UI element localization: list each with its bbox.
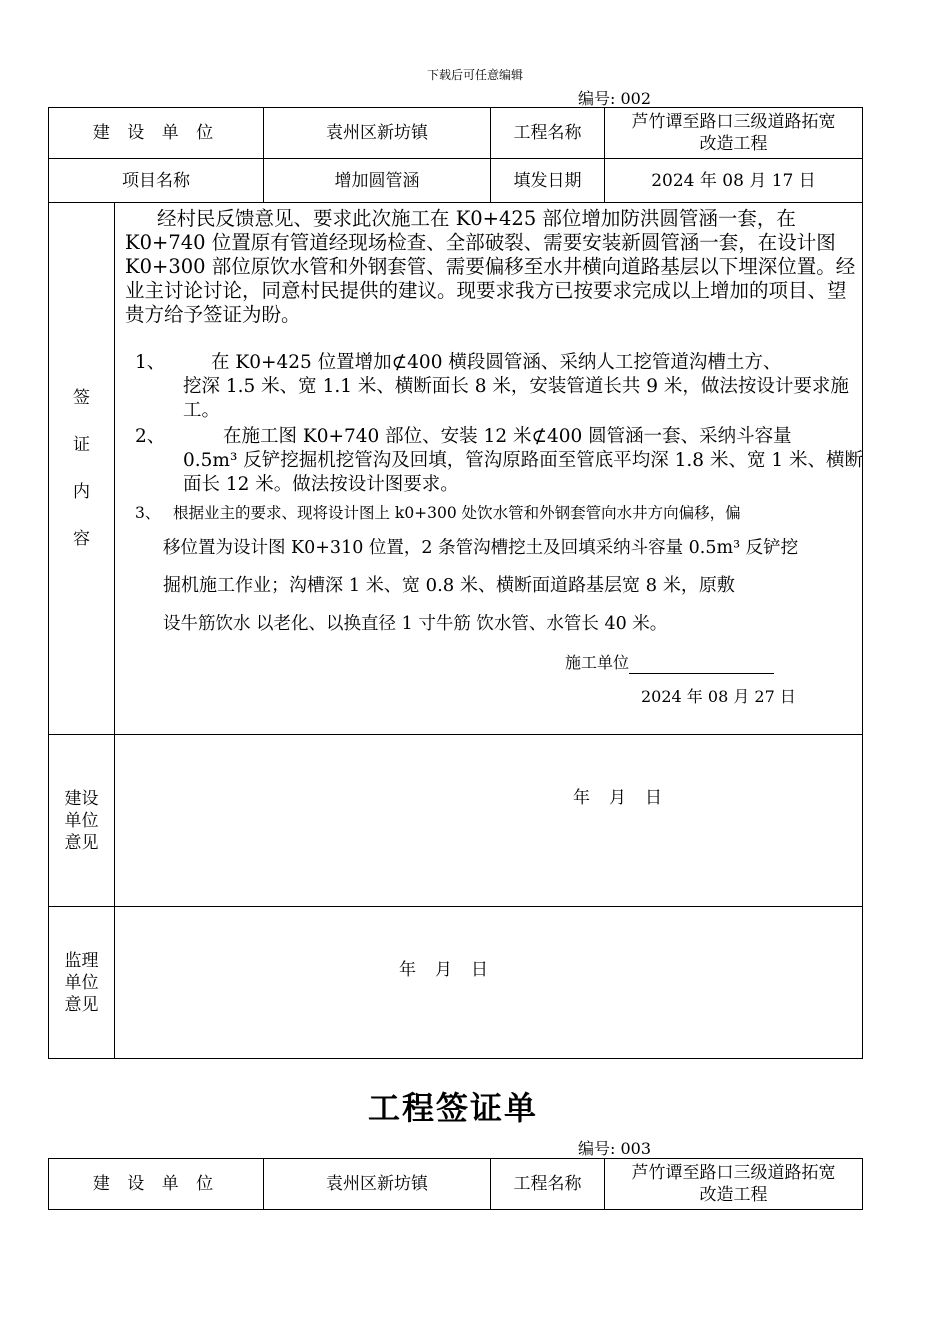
item-3-line3: 掘机施工作业；沟槽深 1 米、宽 0.8 米、横断面道路基层宽 8 米，原敷 [163, 575, 735, 596]
label-project-name-2: 工程名称 [491, 1159, 605, 1210]
project-name-value-2 [605, 1159, 863, 1210]
item-name-value: 增加圆管涵 [264, 159, 491, 203]
project-name-line2: 改造工程 [699, 134, 768, 154]
label-construction-unit-2: 建 设 单 位 [49, 1159, 264, 1210]
supervisor-opinion-date: 年 月 日 [399, 960, 489, 980]
label-project-name: 工程名称 [491, 108, 605, 159]
serial-number: 编号: 002 [578, 89, 652, 108]
issue-date-value: 2024 年 08 月 17 日 [605, 159, 863, 203]
visa-intro-text: 经村民反馈意见、要求此次施工在 K0+425 部位增加防洪圆管涵一套，在 K0+740 位置原有管道经现场检查、全部破裂、需要安装新圆管涵一套，在设计图 K0+300 部位原饮水管和外钢套管、需要偏移至水井横向道路基层以下埋深位置。经业主讨论讨论，同意村民提供的建议。现要求我方已按要求完成以上增加的项目、望贵方给予签证为盼。 [125, 207, 856, 326]
item-3-line1: 根据业主的要求、现将设计图上 k0+300 处饮水管和外钢套管向水井方向偏移，偏 [173, 504, 741, 522]
visa-content-cell [115, 203, 863, 735]
item-2-rest: 0.5m³ 反铲挖掘机挖管沟及回填，管沟原路面至管底平均深 1.8 米、宽 1 米、横断面长 12 米。做法按设计图要求。 [183, 450, 863, 495]
serial-number-2: 编号: 003 [578, 1139, 652, 1158]
owner-opinion-date: 年 月 日 [573, 788, 663, 808]
construction-unit-value: 袁州区新坊镇 [264, 108, 491, 159]
supervisor-opinion-cell [115, 907, 863, 1059]
item-3-line2: 移位置为设计图 K0+310 位置，2 条管沟槽挖土及回填采纳斗容量 0.5m³ 反铲挖 [163, 538, 799, 558]
visa-form-table-2 [48, 1158, 863, 1210]
item-1-number: 1、 [135, 352, 166, 373]
project-name-line1: 芦竹谭至路口三级道路拓宽 [631, 112, 836, 132]
project-name-2-line1: 芦竹谭至路口三级道路拓宽 [631, 1163, 836, 1183]
label-item-name: 项目名称 [49, 159, 264, 203]
signature-blank-line [629, 655, 774, 674]
label-visa-content: 签 证 内 容 [49, 203, 115, 735]
item-2-first-line: 在施工图 K0+740 部位、安装 12 米⊄400 圆管涵一套、采纳斗容量 [223, 426, 792, 447]
item-1-first-line: 在 K0+425 位置增加⊄400 横段圆管涵、采纳人工挖管道沟槽土方、 [211, 352, 782, 373]
label-construction-unit: 建 设 单 位 [49, 108, 264, 159]
item-3-line4: 设牛筋饮水 以老化、以换直径 1 寸牛筋 饮水管、水管长 40 米。 [163, 614, 668, 634]
label-supervisor-opinion: 监理 单位 意见 [49, 907, 115, 1059]
owner-opinion-cell [115, 735, 863, 907]
visa-item-2 [135, 425, 865, 497]
signature-date: 2024 年 08 月 27 日 [641, 687, 796, 706]
item-1-rest: 挖深 1.5 米、宽 1.1 米、横断面长 8 米，安装管道长共 9 米，做法按设计要求施工。 [183, 376, 849, 421]
download-note: 下载后可任意编辑 [426, 68, 523, 82]
signature-label: 施工单位 [565, 653, 630, 672]
contractor-signature [565, 652, 774, 674]
label-issue-date: 填发日期 [491, 159, 605, 203]
document-title: 工程签证单 [367, 1089, 538, 1127]
construction-unit-value-2: 袁州区新坊镇 [264, 1159, 491, 1210]
label-owner-opinion: 建设 单位 意见 [49, 735, 115, 907]
item-3-number: 3、 [135, 504, 161, 522]
visa-item-1 [135, 351, 865, 423]
item-2-number: 2、 [135, 426, 166, 447]
visa-form-table [48, 107, 863, 1059]
project-name-2-line2: 改造工程 [699, 1185, 768, 1205]
project-name-value [605, 108, 863, 159]
